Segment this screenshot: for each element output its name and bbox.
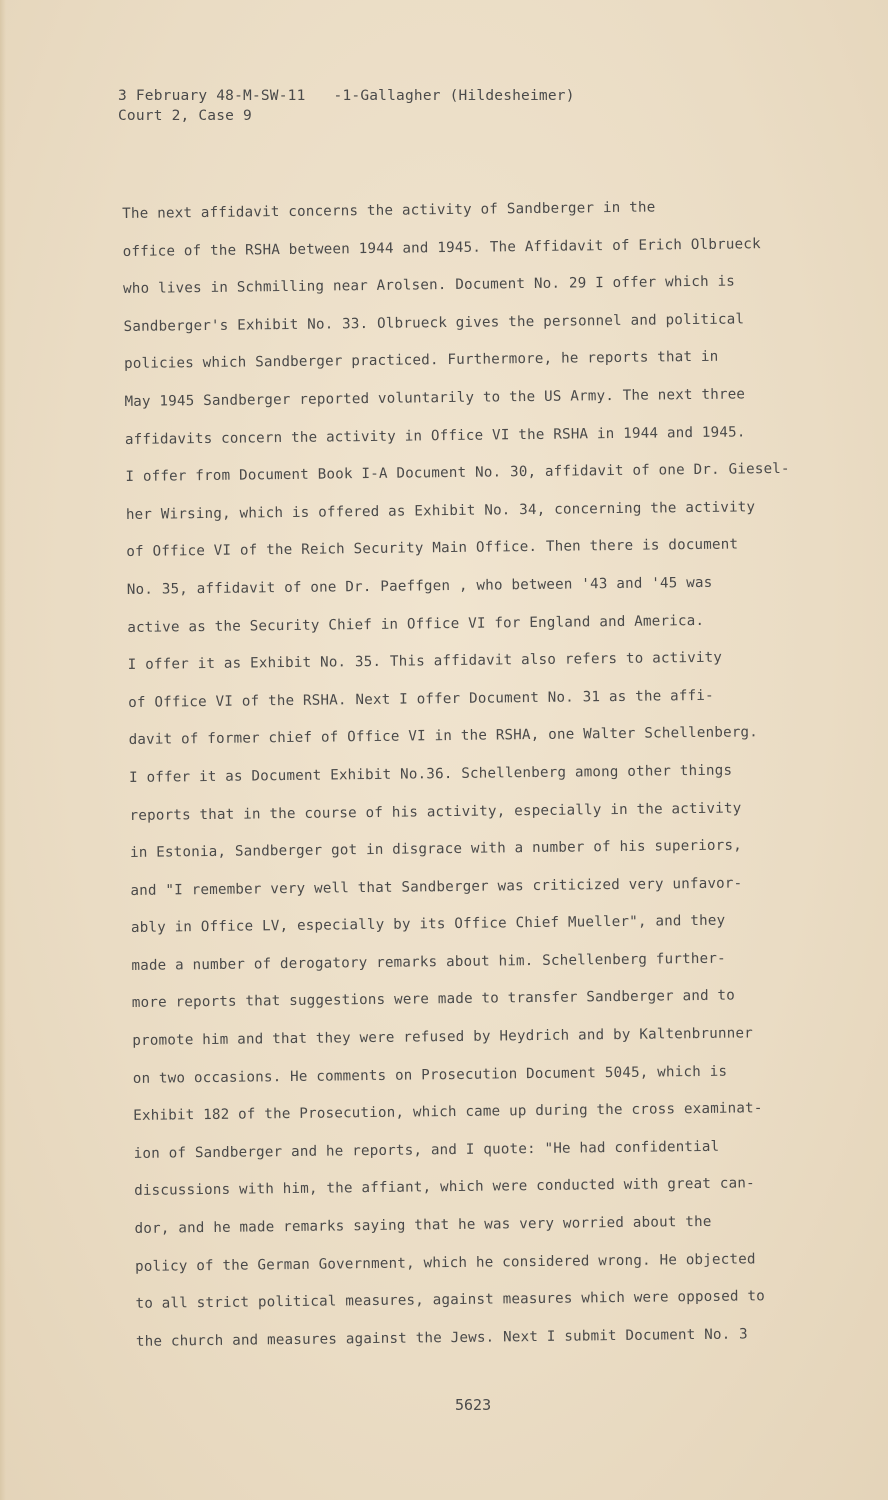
transcript-line: the church and measures against the Jews. Next I submit Document No. 3 [135,1326,748,1350]
transcript-line: davit of former chief of Office VI in the RSHA, one Walter Schellenberg. [128,724,759,749]
transcript-line: discussions with him, the affiant, which were conducted with great can- [134,1175,755,1200]
transcript-line: promote him and that they were refused by Heydrich and by Kaltenbrunner [132,1025,754,1049]
page-number: 5623 [455,1396,492,1414]
transcript-line: dor, and he made remarks saying that he was very worried about the [134,1213,712,1237]
transcript-line: of Office VI of the Reich Security Main Office. Then there is document [126,536,739,561]
transcript-line: who lives in Schmilling near Arolsen. Document No. 29 I offer which is [123,273,736,298]
transcript-line: reports that in the course of his activity, especially in the activity [129,799,742,824]
transcript-line: Sandberger's Exhibit No. 33. Olbrueck gives the personnel and political [123,311,745,335]
transcript-line: I offer from Document Book I-A Document No. 30, affidavit of one Dr. Giesel- [125,461,790,486]
transcript-line: ion of Sandberger and he reports, and I quote: "He had confidential [133,1138,720,1162]
header-page-speaker: -1-Gallagher (Hildesheimer) [333,88,575,104]
transcript-line: on two occasions. He comments on Prosecution Document 5045, which is [132,1063,728,1087]
transcript-line: policies which Sandberger practiced. Furthermore, he reports that in [123,349,719,373]
transcript-line: policy of the German Government, which he considered wrong. He objected [134,1250,756,1275]
transcript-line: No. 35, affidavit of one Dr. Paeffgen , who between '43 and '45 was [126,574,713,598]
transcript-line: made a number of derogatory remarks about him. Schellenberg further- [131,950,726,974]
transcript-line: I offer it as Exhibit No. 35. This affidavit also refers to activity [127,649,723,674]
transcript-line: Exhibit 182 of the Prosecution, which came up during the cross examinat- [133,1100,763,1125]
header-line-1 [118,86,575,106]
transcript-line: more reports that suggestions were made to transfer Sandberger and to [131,988,736,1012]
transcript-line: office of the RSHA between 1944 and 1945. The Affidavit of Erich Olbrueck [122,235,761,260]
header-court-case: Court 2, Case 9 [118,108,252,124]
transcript-line: affidavits concern the activity in Office VI the RSHA in 1944 and 1945. [124,423,746,448]
transcript-line: of Office VI of the RSHA. Next I offer Document No. 31 as the affi- [128,687,714,711]
transcript-line: May 1945 Sandberger reported voluntarily to the US Army. The next three [124,386,746,410]
transcript-line: her Wirsing, which is offered as Exhibit No. 34, concerning the activity [125,499,756,523]
document-header [118,86,575,126]
transcript-line: ably in Office LV, especially by its Office Chief Mueller", and they [130,912,726,937]
transcript-body [122,188,801,1361]
transcript-line: The next affidavit concerns the activity of Sandberger in the [122,199,656,222]
header-date-code: 3 February 48-M-SW-11 [118,88,306,104]
transcript-line: I offer it as Document Exhibit No.36. Schellenberg among other things [129,762,733,786]
transcript-line: and "I remember very well that Sandberger was criticized very unfavor- [130,875,743,899]
page-edge-shadow [0,0,6,1500]
transcript-line: active as the Security Chief in Office VI for England and America. [127,612,705,636]
transcript-line: to all strict political measures, against measures which were opposed to [135,1288,765,1313]
transcript-line: in Estonia, Sandberger got in disgrace with a number of his superiors, [129,837,743,862]
